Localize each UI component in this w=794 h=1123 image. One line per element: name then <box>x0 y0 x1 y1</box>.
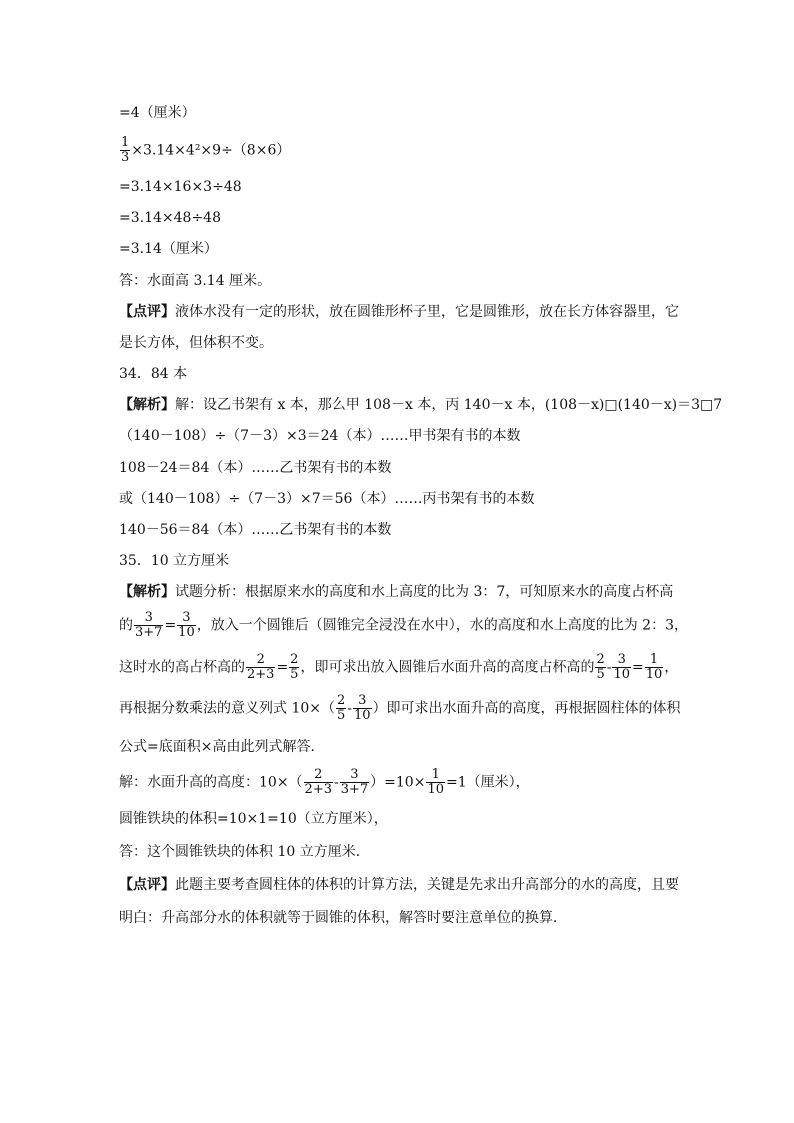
comment-line: 【点评】此题主要考查圆柱体的体积的计算方法，关键是先求出升高部分的水的高度，且要 <box>119 877 679 893</box>
solution-line: 解：水面升高的高度：10×（ $\frac{2}{2+3}$ - $\frac{3}{3+7}$ ）=10× $\frac{1}{10}$ =1（厘米）， <box>119 767 530 797</box>
comment-tag: 【点评】 <box>119 877 175 893</box>
fraction: $\frac{3}{3+7}$ <box>340 767 369 797</box>
calc-line: =3.14（厘米） <box>119 241 218 257</box>
fraction: $\frac{3}{10}$ <box>178 610 195 640</box>
calc-line: $\frac{1}{3}$ ×3.14×4²×9÷（8×6） <box>121 135 291 165</box>
calc-line: 或（140－108）÷（7－3）×7＝56（本）……丙书架有书的本数 <box>119 491 535 507</box>
analysis-tag: 【解析】 <box>119 397 175 413</box>
fraction: $\frac{1}{3}$ <box>121 135 130 165</box>
fraction: $\frac{3}{10}$ <box>613 652 631 682</box>
fraction: $\frac{2}{5}$ <box>596 652 605 682</box>
calc-line: 140－56＝84（本）……乙书架有书的本数 <box>119 522 392 538</box>
analysis-line: 【解析】解：设乙书架有 x 本，那么甲 108－x 本，丙 140－x 本，(108－x)□(140－x)＝3□7 <box>119 397 723 413</box>
solution-line: 圆锥铁块的体积=10×1=10（立方厘米）， <box>119 811 388 827</box>
calc-line: =3.14×48÷48 <box>119 210 221 226</box>
fraction: $\frac{2}{2+3}$ <box>247 652 275 682</box>
question-heading: 34．84 本 <box>119 366 188 382</box>
fraction: $\frac{1}{10}$ <box>427 767 444 797</box>
answer-line: 答：这个圆锥铁块的体积 10 立方厘米． <box>119 844 370 860</box>
calc-line: 108－24＝84（本）……乙书架有书的本数 <box>119 460 392 476</box>
comment-line: 是长方体，但体积不变。 <box>119 335 273 351</box>
question-heading: 35．10 立方厘米 <box>119 553 230 569</box>
fraction: $\frac{2}{5}$ <box>290 652 299 682</box>
comment-line: 【点评】液体水没有一定的形状，放在圆锥形杯子里，它是圆锥形，放在长方体容器里，它 <box>119 304 679 320</box>
analysis-line: 再根据分数乘法的意义列式 10×（ $\frac{2}{5}$ - $\frac{3}{10}$ ）即可求出水面升高的高度，再根据圆柱体的体积 <box>119 693 681 723</box>
answer-line: 答：水面高 3.14 厘米。 <box>119 273 272 289</box>
analysis-line: 公式=底面积×高由此列式解答． <box>119 739 325 755</box>
fraction: $\frac{2}{5}$ <box>337 693 346 723</box>
fraction: $\frac{3}{3+7}$ <box>135 610 163 640</box>
calc-line: =4（厘米） <box>119 105 196 121</box>
analysis-line: 的 $\frac{3}{3+7}$ = $\frac{3}{10}$ ，放入一个圆锥后（圆锥完全浸没在水中），水的高度和水上高度的比为 2：3， <box>119 610 688 640</box>
analysis-line: 这时水的高占杯高的 $\frac{2}{2+3}$ = $\frac{2}{5}$ ，即可求出放入圆锥后水面升高的高度占杯高的 $\frac{2}{5}$ - $\frac{3}{10}$ = $\frac{1}{10}$ ， <box>119 652 679 682</box>
fraction: $\frac{1}{10}$ <box>645 652 663 682</box>
analysis-line: 【解析】试题分析：根据原来水的高度和水上高度的比为 3：7，可知原来水的高度占杯高 <box>119 584 674 600</box>
calc-line: =3.14×16×3÷48 <box>119 179 242 195</box>
comment-tag: 【点评】 <box>119 304 175 320</box>
calc-line: （140－108）÷（7－3）×3＝24（本）……甲书架有书的本数 <box>119 428 521 444</box>
comment-line: 明白：升高部分水的体积就等于圆锥的体积，解答时要注意单位的换算． <box>119 910 567 926</box>
fraction: $\frac{3}{10}$ <box>354 693 371 723</box>
fraction: $\frac{2}{2+3}$ <box>304 767 332 797</box>
analysis-tag: 【解析】 <box>119 584 175 600</box>
